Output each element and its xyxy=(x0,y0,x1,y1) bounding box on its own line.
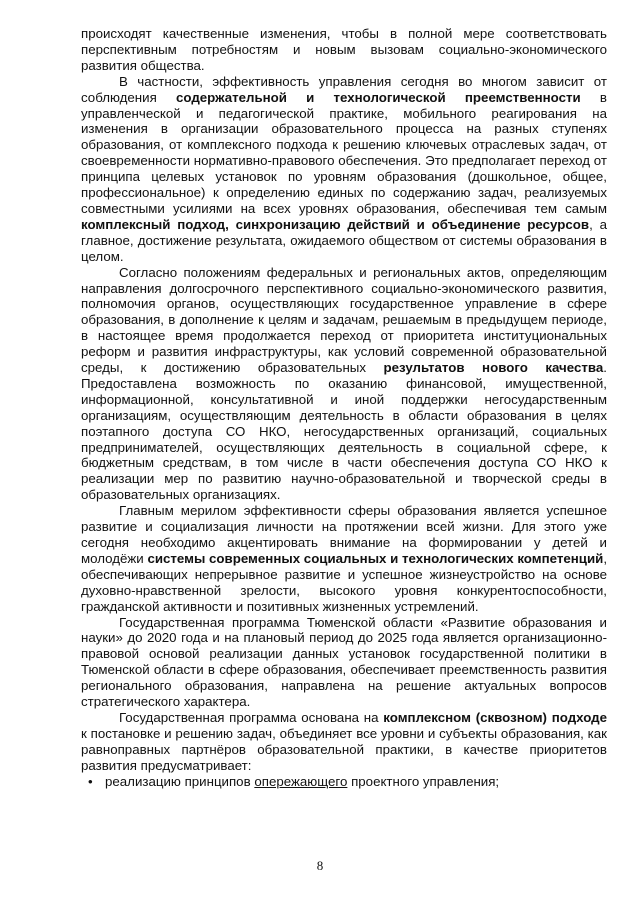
paragraph-p1 xyxy=(81,74,607,265)
underlined-text-run: опережающего xyxy=(254,773,348,789)
bold-text-run: результатов нового качества xyxy=(383,360,604,376)
bold-text-run: комплексный подход, синхронизацию действий и объединение ресурсов xyxy=(81,216,590,232)
paragraph-p5 xyxy=(81,710,607,774)
bullet-marker: • xyxy=(88,773,93,789)
paragraph-p3 xyxy=(81,503,607,614)
text-run: Согласно положениям федеральных и региональных актов, определяющим направления долгосрочного перспективного социально-экономического развития, полномочия органов, осуществляющих государственное управление в сфере образования, в дополнение к целям и задачам, решаемым в предыдущем периоде, в настоящее время продолжается переход от приоритета институциональных реформ и развития инфраструктуры, как условий современной образовательной среды, к достижению образовательных xyxy=(81,264,607,376)
text-run: Государственная программа Тюменской области «Развитие образования и науки» до 2020 года и на плановый период до 2025 года является организационно-правовой основой реализации данных установок государственной политики в Тюменской области в сфере образования, обеспечивает преемственность развития регионального образования, направлена на решение актуальных вопросов стратегического характера. xyxy=(81,614,607,710)
text-run: к постановке и решению задач, объединяет все уровни и субъекты образования, как равноправных партнёров образовательной практики, в качестве приоритетов развития предусматривает: xyxy=(81,725,607,773)
bullet-list xyxy=(81,774,607,790)
text-run: , обеспечивающих непрерывное развитие и успешное жизнеустройство на основе духовно-нравственной зрелости, высокого уровня конкурентоспособности, гражданской активности и позитивных жизненных устремлений. xyxy=(81,550,608,614)
text-run: Государственная программа основана на xyxy=(119,709,384,725)
bold-text-run: системы современных социальных и технологических компетенций xyxy=(147,550,604,566)
text-run: . Предоставлена возможность по оказанию финансовой, имущественной, информационной, консультативной и иной поддержки негосударственным организациям, осуществляющим деятельность в области образования в целях поэтапного доступа СО НКО, негосударственных организаций, социальных предпринимателей, осуществляющих деятельность в социальной сфере, к бюджетным средствам, в том числе в части обеспечения доступа СО НКО к реализации мер по развитию научно-образовательной и творческой среды в образовательных организациях. xyxy=(81,360,607,503)
body-text xyxy=(81,26,607,774)
bold-text-run: содержательной и технологической преемственности xyxy=(175,89,581,105)
text-run: реализацию принципов xyxy=(105,773,255,789)
paragraph-p0 xyxy=(81,26,607,74)
paragraph-p4 xyxy=(81,615,607,710)
bold-text-run: комплексном (сквозном) подходе xyxy=(383,709,607,725)
text-run: проектного управления; xyxy=(347,773,500,789)
text-run: Главным мерилом эффективности сферы образования является успешное развитие и социализация личности на протяжении всей жизни. Для этого уже сегодня необходимо акцентировать внимание на формировании у детей и молодёжи xyxy=(81,503,607,566)
page-number: 8 xyxy=(316,858,324,873)
text-run: В частности, эффективность управления сегодня во многом зависит от соблюдения xyxy=(81,73,607,105)
bullet-item xyxy=(88,773,607,790)
text-run: , а главное, достижение результата, ожидаемого обществом от системы образования в целом. xyxy=(81,216,607,264)
paragraph-p2 xyxy=(81,265,607,504)
text-run: в управленческой и педагогической практике, мобильного реагирования на изменения в организации образовательного процесса на разных ступенях образования, от комплексного подхода к решению ключевых отраслевых задач, от своевременности нормативно-правового обеспечения. Это предполагает переход от принципа целевых установок по уровням образования (дошкольное, общее, профессиональное) к определению единых по содержанию задач, реализуемых совместными усилиями на всех уровнях образования, обеспечивая тем самым xyxy=(81,89,607,216)
text-run: происходят качественные изменения, чтобы в полной мере соответствовать перспективным потребностям и новым вызовам социально-экономического развития общества. xyxy=(81,26,607,73)
